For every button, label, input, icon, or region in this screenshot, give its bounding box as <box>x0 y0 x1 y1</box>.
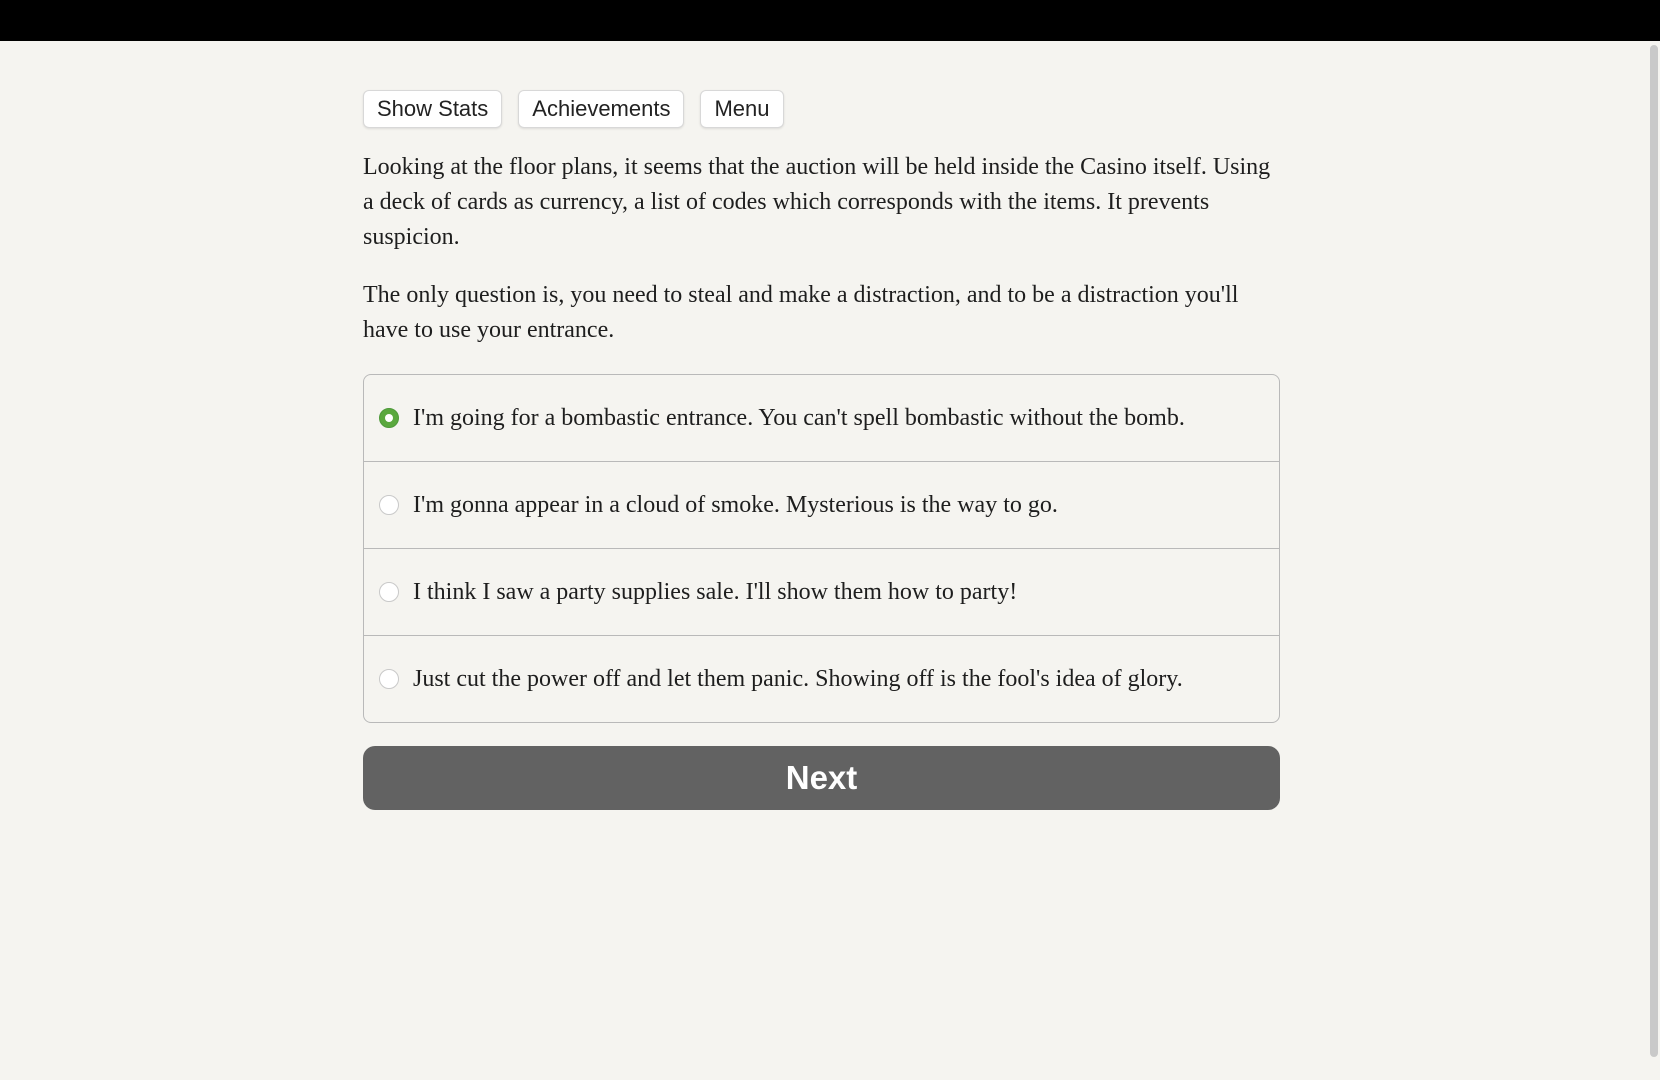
menu-button[interactable]: Menu <box>700 90 783 128</box>
show-stats-button[interactable]: Show Stats <box>363 90 502 128</box>
scrollbar-thumb[interactable] <box>1650 45 1658 1057</box>
toolbar <box>363 90 1280 128</box>
radio-unselected-icon[interactable] <box>379 582 399 602</box>
radio-unselected-icon[interactable] <box>379 669 399 689</box>
radio-selected-icon[interactable] <box>379 408 399 428</box>
choice-option-power[interactable] <box>364 635 1279 722</box>
choice-list <box>363 374 1280 723</box>
scrollbar[interactable] <box>1646 41 1660 1080</box>
radio-unselected-icon[interactable] <box>379 495 399 515</box>
next-button[interactable]: Next <box>363 746 1280 810</box>
achievements-button[interactable]: Achievements <box>518 90 684 128</box>
browser-top-bar <box>0 0 1660 41</box>
choice-label: I think I saw a party supplies sale. I'll show them how to party! <box>413 578 1018 605</box>
choice-option-party[interactable] <box>364 548 1279 635</box>
story-paragraph: Looking at the floor plans, it seems that the auction will be held inside the Casino itself. Using a deck of cards as currency, a list of codes which corresponds with the items. It prevents suspicion. <box>363 154 1271 250</box>
main-content <box>363 90 1280 810</box>
choice-label: Just cut the power off and let them panic. Showing off is the fool's idea of glory. <box>413 665 1183 692</box>
story-paragraph: The only question is, you need to steal and make a distraction, and to be a distraction you'll have to use your entrance. <box>363 282 1239 343</box>
choice-label: I'm gonna appear in a cloud of smoke. Mysterious is the way to go. <box>413 491 1058 518</box>
choice-label: I'm going for a bombastic entrance. You can't spell bombastic without the bomb. <box>413 404 1185 431</box>
choice-option-smoke[interactable] <box>364 461 1279 548</box>
choice-option-bombastic[interactable] <box>364 375 1279 461</box>
